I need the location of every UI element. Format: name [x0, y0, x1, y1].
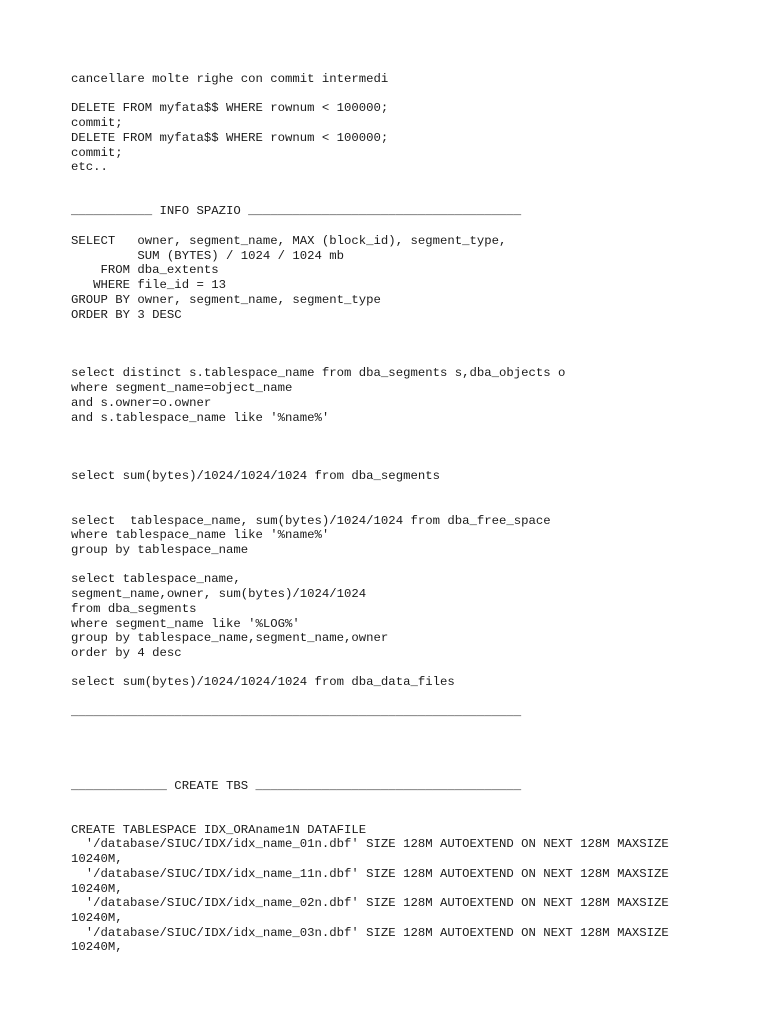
text-line: SELECT owner, segment_name, MAX (block_id), segment_type, — [71, 233, 507, 248]
text-line — [71, 749, 669, 764]
text-line: group by tablespace_name,segment_name,owner — [71, 631, 389, 646]
text-line: and s.owner=o.owner — [71, 395, 212, 410]
text-line: select tablespace_name, sum(bytes)/1024/1024 from dba_free_space — [71, 513, 551, 528]
text-line — [71, 425, 669, 440]
text-line: commit; — [71, 116, 123, 131]
text-line: _____________________________________________________________ — [71, 704, 522, 719]
text-line — [71, 484, 669, 499]
text-line — [71, 499, 669, 514]
text-line: FROM dba_extents — [71, 263, 219, 278]
text-line — [71, 175, 669, 190]
text-line: DELETE FROM myfata$$ WHERE rownum < 100000; — [71, 101, 389, 116]
text-line — [71, 661, 669, 676]
text-line: select sum(bytes)/1024/1024/1024 from dba_data_files — [71, 675, 455, 690]
text-line: GROUP BY owner, segment_name, segment_type — [71, 292, 381, 307]
text-line — [71, 440, 669, 455]
text-line — [71, 558, 669, 573]
text-line: segment_name,owner, sum(bytes)/1024/1024 — [71, 587, 367, 602]
text-line: and s.tablespace_name like '%name%' — [71, 410, 330, 425]
text-line — [71, 793, 669, 808]
text-line: ORDER BY 3 DESC — [71, 307, 182, 322]
text-line: '/database/SIUC/IDX/idx_name_11n.dbf' SIZE 128M AUTOEXTEND ON NEXT 128M MAXSIZE — [71, 866, 669, 881]
text-line: cancellare molte righe con commit intermedi — [71, 72, 389, 86]
text-line: 10240M, — [71, 940, 123, 955]
text-line: where segment_name=object_name — [71, 381, 293, 396]
text-line — [71, 352, 669, 367]
text-line — [71, 322, 669, 337]
text-line: _____________ CREATE TBS ____________________________________ — [71, 778, 522, 793]
text-line: where segment_name like '%LOG%' — [71, 616, 300, 631]
text-line: from dba_segments — [71, 601, 197, 616]
text-line: commit; — [71, 145, 123, 160]
text-line: '/database/SIUC/IDX/idx_name_01n.dbf' SIZE 128M AUTOEXTEND ON NEXT 128M MAXSIZE — [71, 837, 669, 852]
text-line: 10240M, — [71, 910, 123, 925]
text-line — [71, 764, 669, 779]
text-line: SUM (BYTES) / 1024 / 1024 mb — [71, 248, 345, 263]
text-line: where tablespace_name like '%name%' — [71, 528, 330, 543]
text-line: '/database/SIUC/IDX/idx_name_03n.dbf' SIZE 128M AUTOEXTEND ON NEXT 128M MAXSIZE — [71, 925, 669, 940]
text-line — [71, 219, 669, 234]
text-line: select tablespace_name, — [71, 572, 241, 587]
text-line: 10240M, — [71, 881, 123, 896]
text-line: DELETE FROM myfata$$ WHERE rownum < 100000; — [71, 130, 389, 145]
text-line: group by tablespace_name — [71, 543, 249, 557]
text-line — [71, 190, 669, 205]
text-line — [71, 87, 669, 102]
sql-notes-text — [71, 72, 669, 955]
text-line: 10240M, — [71, 852, 123, 867]
text-line: order by 4 desc — [71, 646, 182, 661]
text-line: '/database/SIUC/IDX/idx_name_02n.dbf' SIZE 128M AUTOEXTEND ON NEXT 128M MAXSIZE — [71, 896, 669, 911]
text-line: select sum(bytes)/1024/1024/1024 from dba_segments — [71, 469, 440, 484]
text-line — [71, 690, 669, 705]
text-line: select distinct s.tablespace_name from dba_segments s,dba_objects o — [71, 366, 566, 381]
text-line — [71, 808, 669, 823]
text-line: WHERE file_id = 13 — [71, 278, 226, 293]
text-line — [71, 734, 669, 749]
text-line — [71, 720, 669, 735]
text-line: CREATE TABLESPACE IDX_ORAname1N DATAFILE — [71, 822, 367, 837]
text-line: etc.. — [71, 160, 108, 175]
text-line: ___________ INFO SPAZIO _____________________________________ — [71, 204, 522, 219]
text-line — [71, 455, 669, 470]
text-line — [71, 337, 669, 352]
